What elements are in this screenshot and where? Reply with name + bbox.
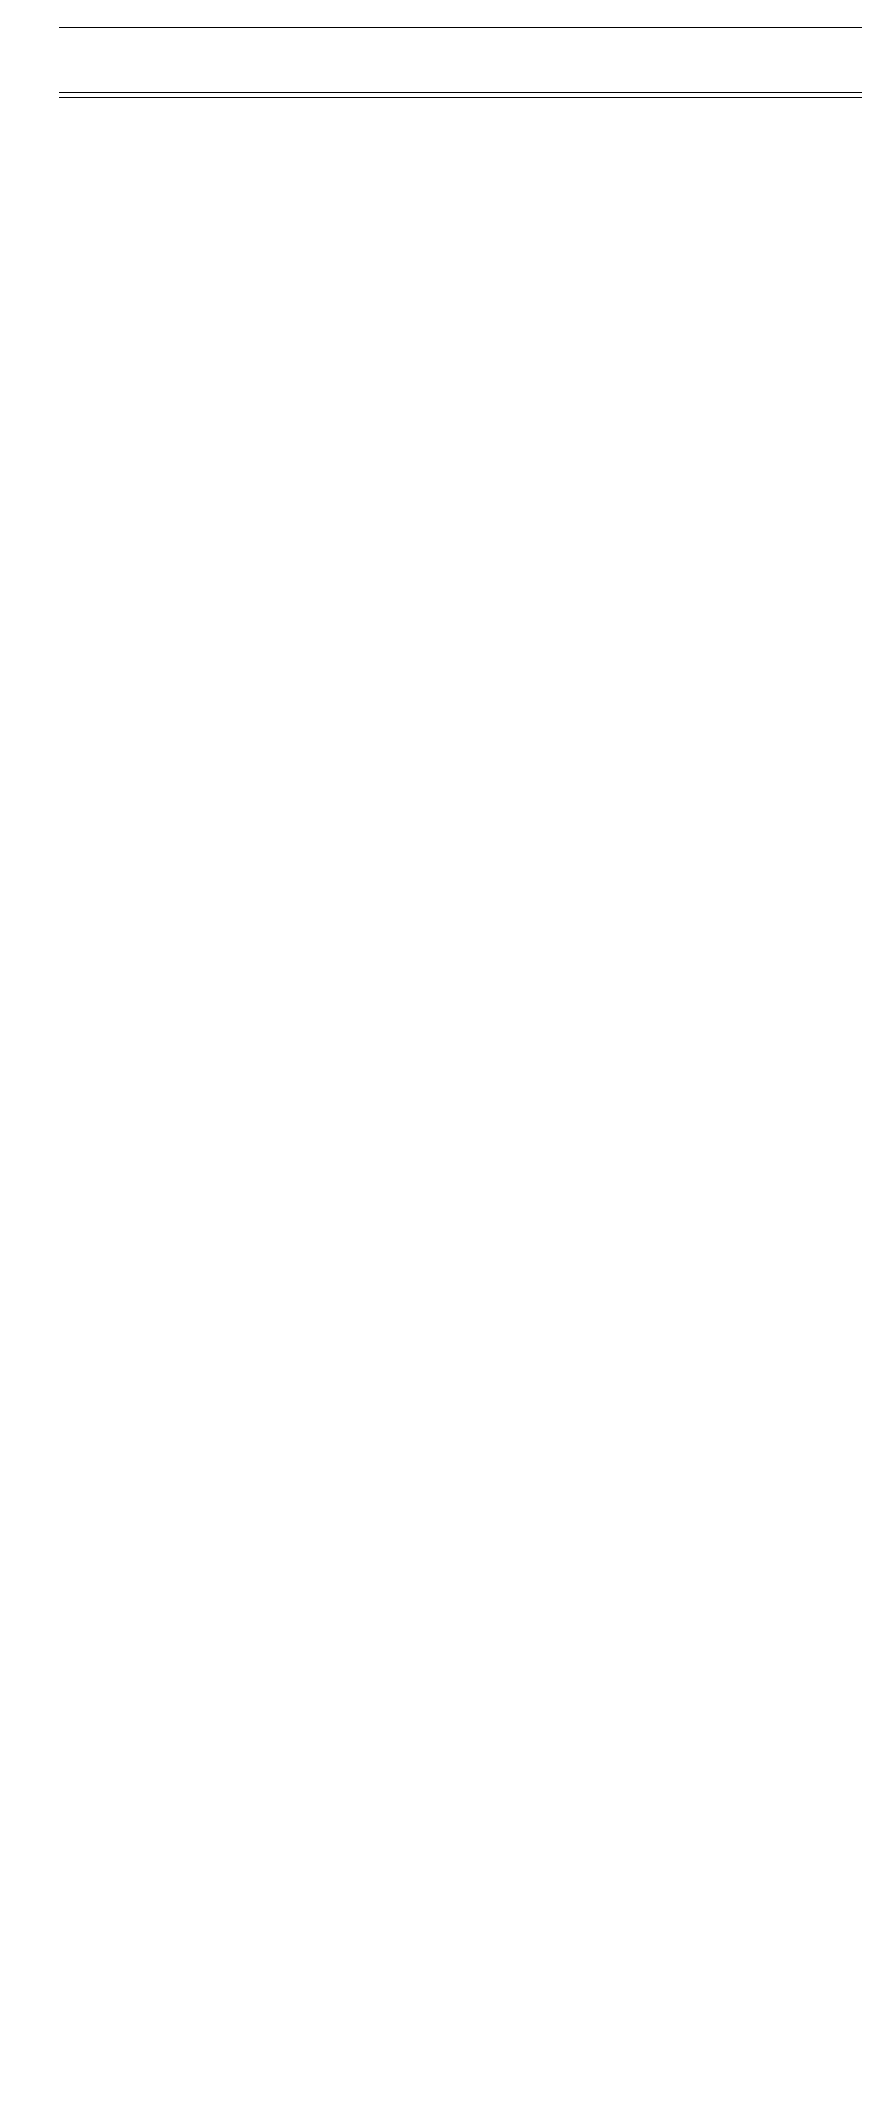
cyto-band-line-2 bbox=[59, 97, 862, 98]
cyto-band-line bbox=[59, 92, 862, 93]
ruler-line bbox=[59, 27, 862, 28]
